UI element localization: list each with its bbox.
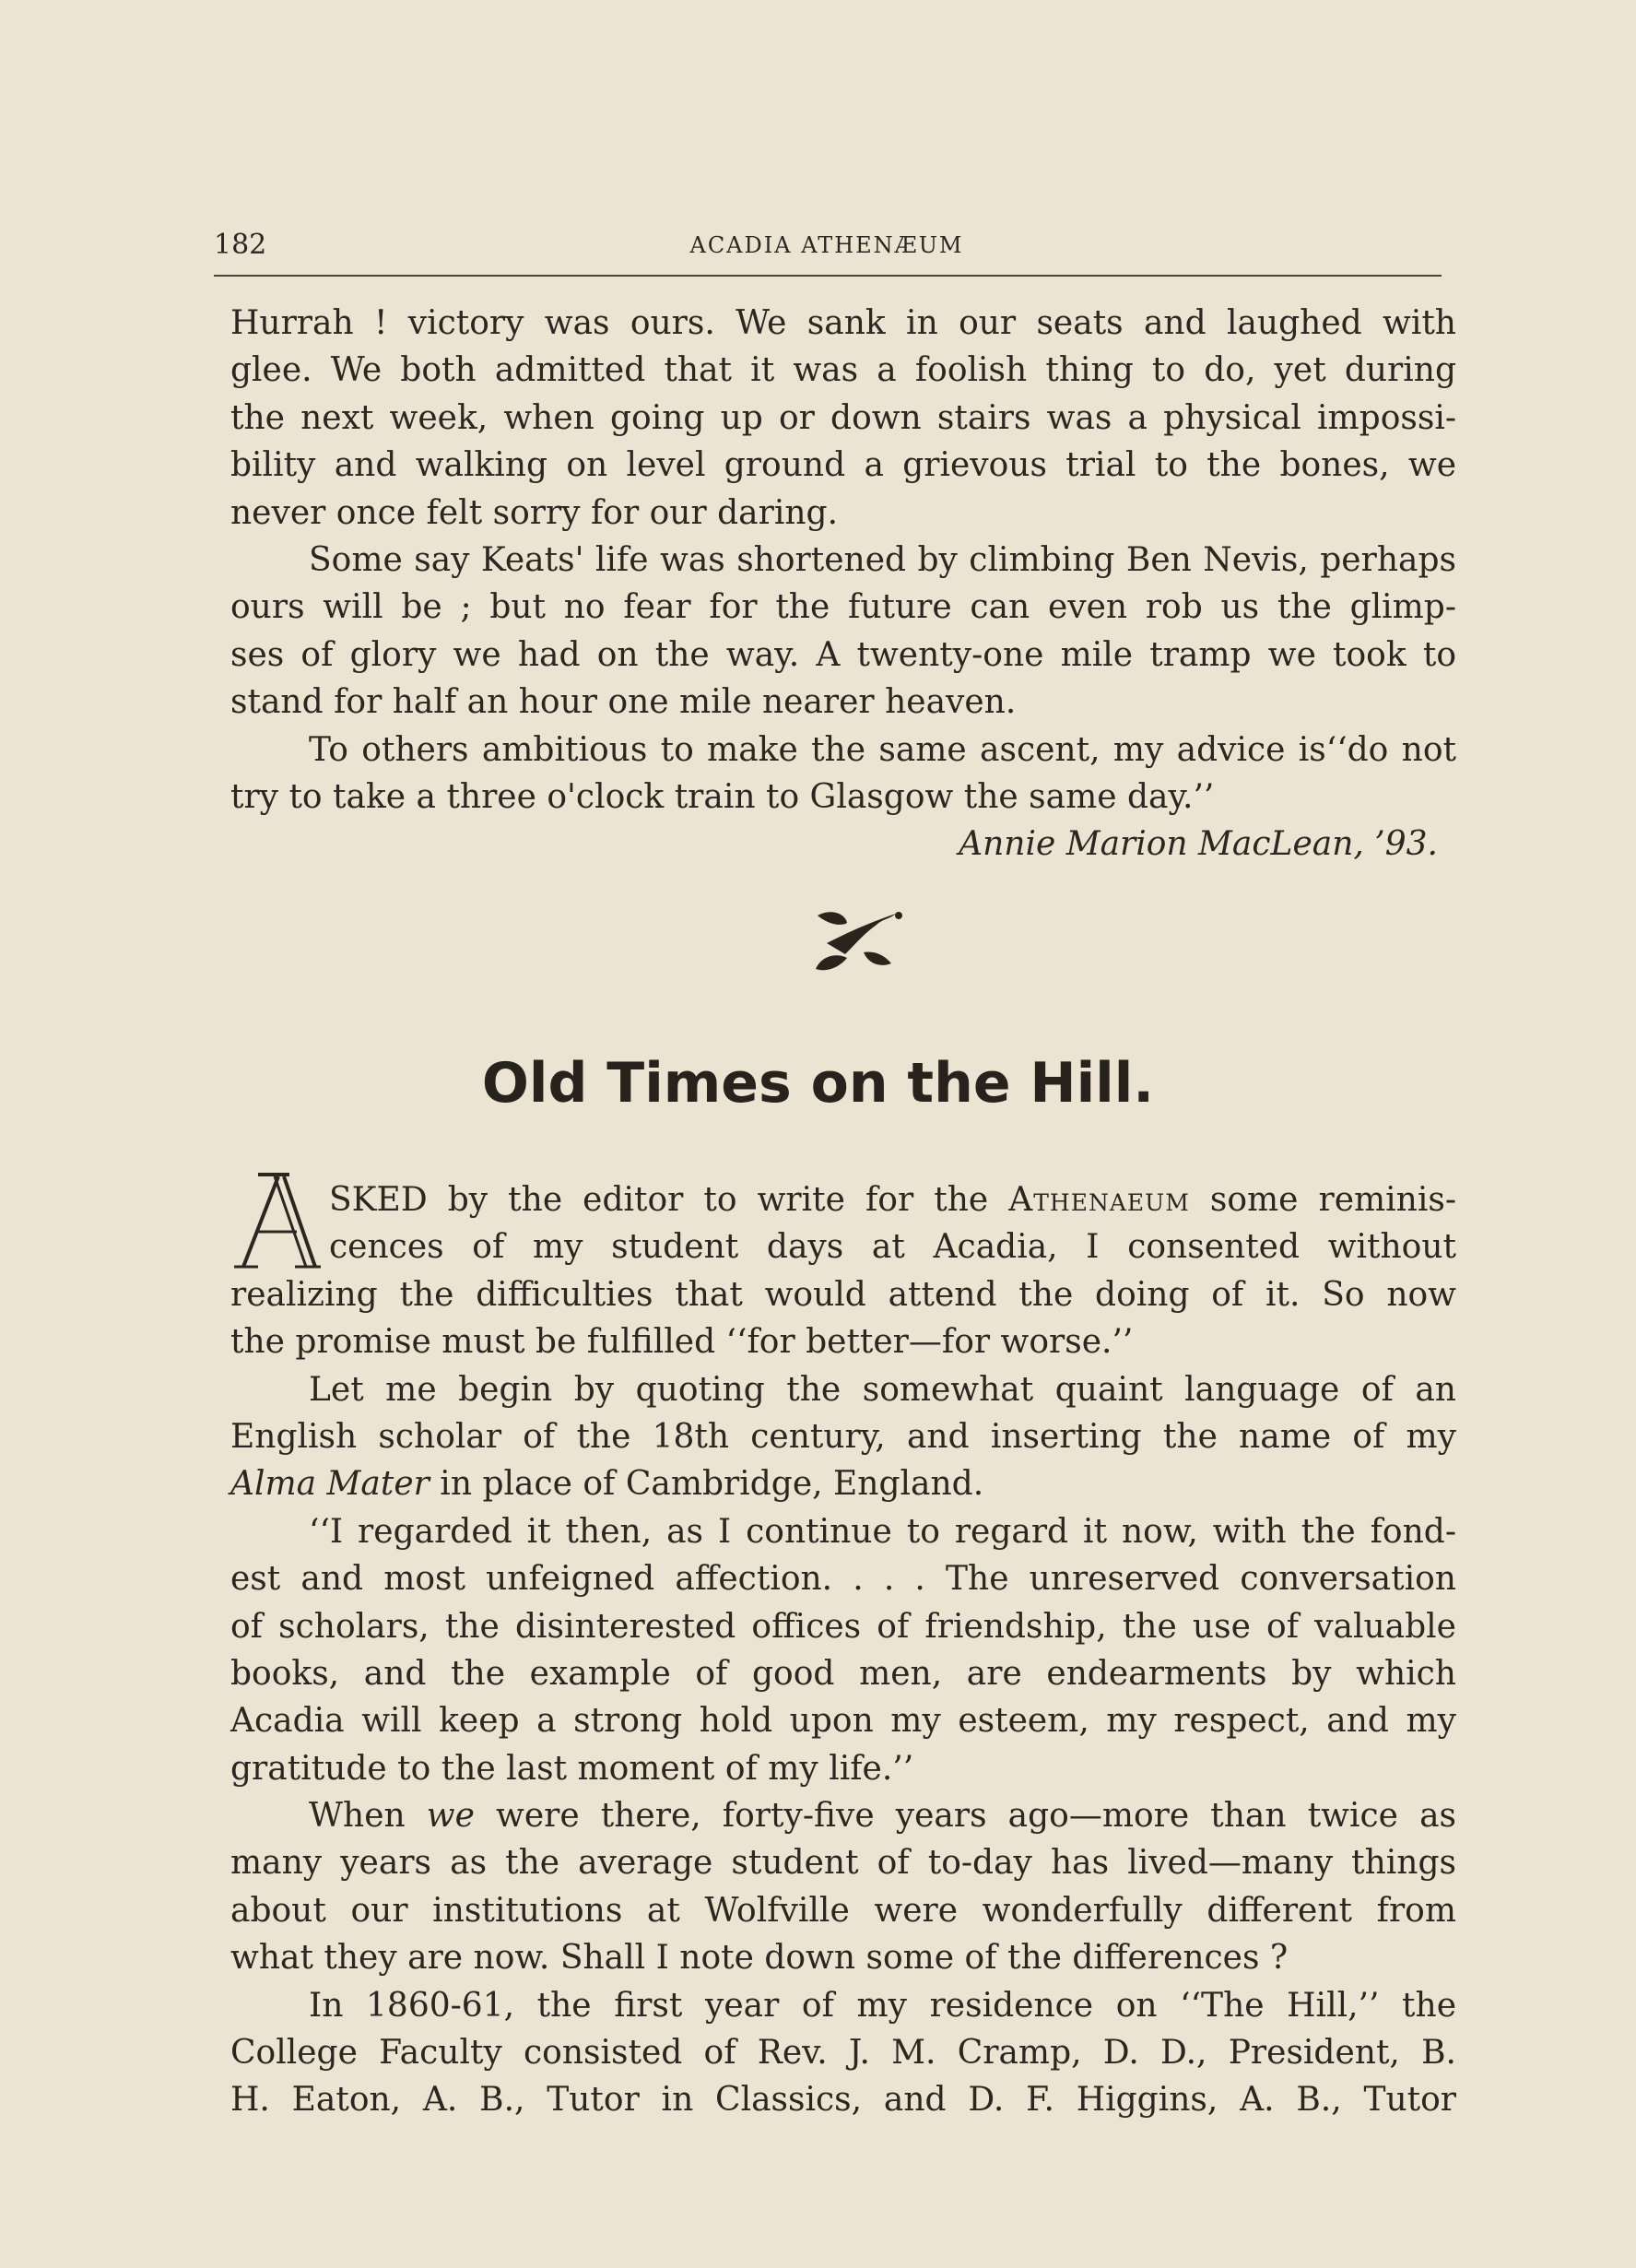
text-line: To others ambitious to make the same ascent, my advice is‘‘do not xyxy=(309,730,1456,769)
text-line: realizing the difficulties that would attend the doing of it. So now xyxy=(230,1275,1456,1314)
article-title: Old Times on the Hill. xyxy=(481,1051,1155,1116)
text-line: ours will be ; but no fear for the future can even rob us the glimp- xyxy=(230,588,1456,627)
text-line: est and most unfeigned affection. . . . The unreserved conversation xyxy=(230,1560,1456,1599)
header-rule xyxy=(214,275,1442,277)
text-line: College Faculty consisted of Rev. J. M. Cramp, D. D., President, B. xyxy=(230,2034,1456,2073)
text-line: stand for half an hour one mile nearer heaven. xyxy=(230,683,1017,722)
text-line: the next week, when going up or down stairs was a physical impossi- xyxy=(230,398,1456,437)
text-line: In 1860-61, the first year of my residence on ‘‘The Hill,’’ the xyxy=(309,1986,1456,2025)
text-line: books, and the example of good men, are endearments by which xyxy=(230,1654,1456,1693)
text-line: Acadia will keep a strong hold upon my esteem, my respect, and my xyxy=(230,1702,1456,1741)
text-line: what they are now. Shall I note down some of the differences ? xyxy=(230,1939,1289,1978)
article-2-body xyxy=(230,1176,1456,2124)
text-line: Alma Mater in place of Cambridge, England. xyxy=(230,1465,984,1504)
text-line: English scholar of the 18th century, and inserting the name of my xyxy=(230,1417,1456,1456)
text-line: about our institutions at Wolfville were wonderfully different from xyxy=(230,1891,1456,1930)
text-line: Some say Keats' life was shortened by climbing Ben Nevis, perhaps xyxy=(309,540,1456,579)
author-signature: Annie Marion MacLean, ’93. xyxy=(959,825,1438,864)
text-line: of scholars, the disinterested offices of friendship, the use of valuable xyxy=(230,1607,1456,1646)
text-line: the promise must be fulfilled ‘‘for better—for worse.’’ xyxy=(230,1323,1134,1362)
text-line: never once felt sorry for our daring. xyxy=(230,493,839,532)
ornament-fleuron-icon xyxy=(808,906,910,980)
article-1-body xyxy=(230,300,1456,868)
text-line: cences of my student days at Acadia, I consented without xyxy=(329,1228,1456,1267)
page-header xyxy=(214,229,1440,266)
running-title: ACADIA ATHENÆUM xyxy=(689,232,964,258)
text-line: try to take a three o'clock train to Glasgow the same day.’’ xyxy=(230,777,1215,816)
text-line: many years as the average student of to-day has lived—many things xyxy=(230,1844,1456,1883)
text-line: glee. We both admitted that it was a foolish thing to do, yet during xyxy=(230,351,1456,390)
text-line: gratitude to the last moment of my life.’’ xyxy=(230,1749,914,1788)
text-line: SKED by the editor to write for the Athenaeum some reminis- xyxy=(329,1181,1456,1219)
text-line: Hurrah ! victory was ours. We sank in our seats and laughed with xyxy=(230,304,1456,342)
text-line: H. Eaton, A. B., Tutor in Classics, and D. F. Higgins, A. B., Tutor xyxy=(230,2081,1456,2120)
text-line: ‘‘I regarded it then, as I continue to regard it now, with the fond- xyxy=(309,1512,1456,1551)
text-line: ses of glory we had on the way. A twenty-one mile tramp we took to xyxy=(230,635,1456,674)
text-line: Let me begin by quoting the somewhat quaint language of an xyxy=(309,1370,1456,1409)
journal-name: Athenaeum xyxy=(1008,1181,1190,1219)
text-line: bility and walking on level ground a grievous trial to the bones, we xyxy=(230,446,1456,485)
page-number: 182 xyxy=(214,229,267,261)
text-line: When we were there, forty-five years ago—more than twice as xyxy=(309,1797,1457,1836)
